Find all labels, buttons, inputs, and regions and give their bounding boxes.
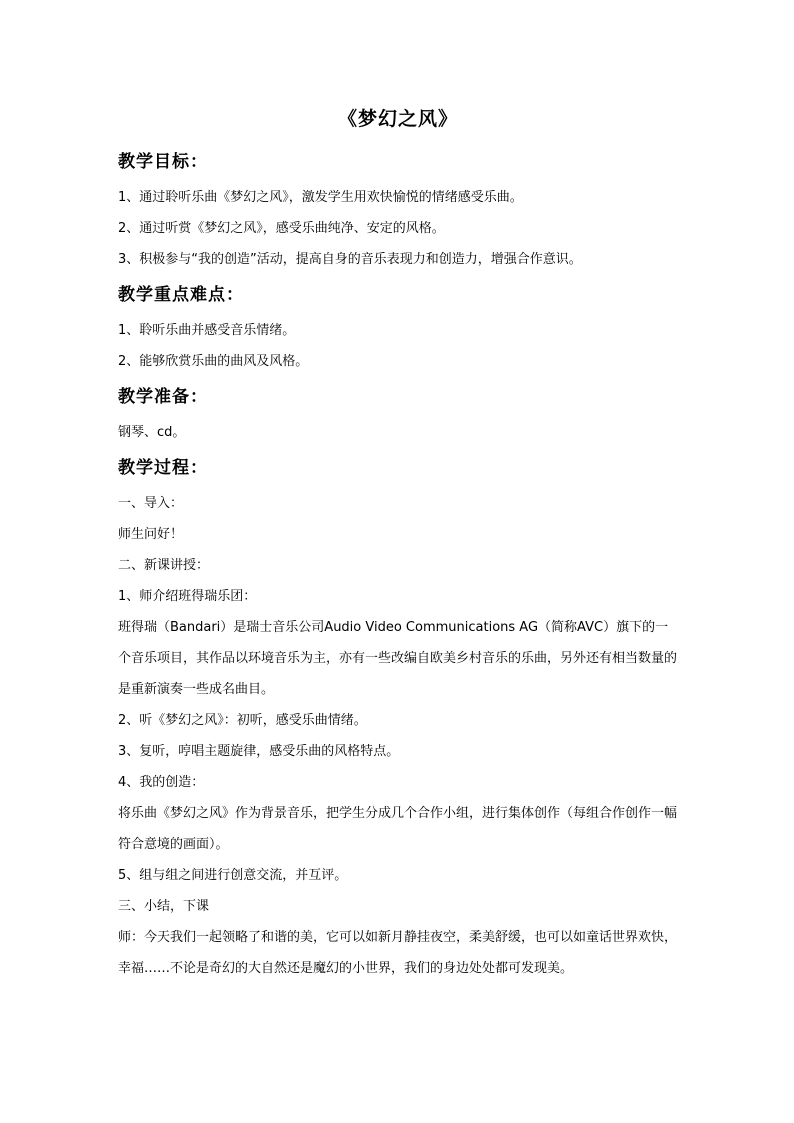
objective-item: 1、通过聆听乐曲《梦幻之风》，激发学生用欢快愉悦的情绪感受乐曲。 (118, 190, 523, 205)
document-title: 《梦幻之风》 (337, 108, 458, 130)
process-step: 4、我的创造： (118, 775, 205, 790)
objective-item: 3、积极参与“我的创造”活动，提高自身的音乐表现力和创造力，增强合作意识。 (118, 252, 582, 267)
process-paragraph: 班得瑞（Bandari）是瑞士音乐公司Audio Video Communications AG（简称AVC）旗下的一个音乐项目，其作品以环境音乐为主，亦有一些改编自欧美乡村音乐的乐曲，另外还有相当数量的是重新演奏一些成名曲目。 (118, 620, 678, 697)
process-step: 师生问好！ (118, 527, 184, 542)
preparation-item: 钢琴、cd。 (118, 425, 186, 440)
process-step: 三、小结，下课 (118, 899, 210, 914)
process-step: 3、复听，哼唱主题旋律，感受乐曲的风格特点。 (118, 744, 400, 759)
process-step: 一、导入： (118, 496, 184, 511)
section-heading-key-points: 教学重点难点： (118, 285, 244, 305)
section-heading-preparation: 教学准备： (118, 387, 208, 407)
process-step: 二、新课讲授： (118, 558, 210, 573)
section-heading-objectives: 教学目标： (118, 152, 208, 172)
key-point-item: 2、能够欣赏乐曲的曲风及风格。 (118, 354, 309, 369)
process-step: 5、组与组之间进行创意交流，并互评。 (118, 868, 348, 883)
key-point-item: 1、聆听乐曲并感受音乐情绪。 (118, 323, 296, 338)
process-paragraph: 师：今天我们一起领略了和谐的美，它可以如新月静挂夜空，柔美舒缓，也可以如童话世界欢快，幸福……不论是奇幻的大自然还是魔幻的小世界，我们的身边处处都可发现美。 (118, 930, 678, 976)
process-step: 1、师介绍班得瑞乐团： (118, 589, 257, 604)
process-paragraph: 将乐曲《梦幻之风》作为背景音乐，把学生分成几个合作小组，进行集体创作（每组合作创作一幅符合意境的画面）。 (118, 806, 678, 852)
process-step: 2、听《梦幻之风》：初听，感受乐曲情绪。 (118, 713, 367, 728)
section-heading-process: 教学过程： (118, 458, 208, 478)
objective-item: 2、通过听赏《梦幻之风》，感受乐曲纯净、安定的风格。 (118, 221, 445, 236)
